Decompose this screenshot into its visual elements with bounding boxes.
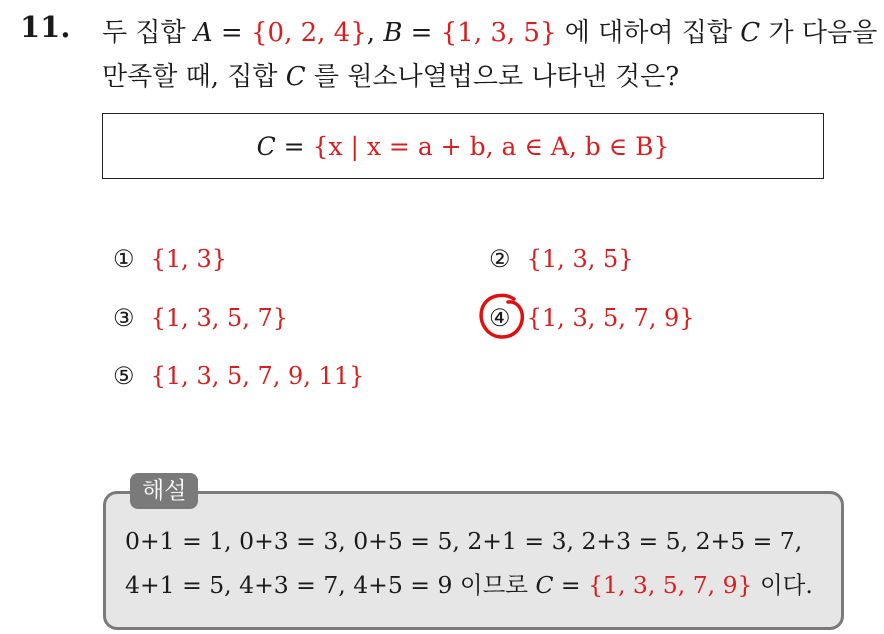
question-number: 11. [20,10,71,44]
solution-c-name: C [535,571,554,599]
choice-5-number: ⑤ [113,362,135,390]
set-a-elements: {0, 2, 4} [251,18,367,48]
choice-4-set: {1, 3, 5, 7, 9} [526,304,695,332]
answer-circle-mark [474,289,530,345]
choice-1[interactable] [113,245,227,273]
choice-3-number: ③ [113,304,135,332]
solution-answer-set: {1, 3, 5, 7, 9} [588,571,753,599]
choice-5-set: {1, 3, 5, 7, 9, 11} [150,362,365,390]
q1-mid: 에 대하여 집합 [556,18,741,48]
choice-2[interactable] [489,245,634,273]
definition-lhs: C [256,131,276,161]
set-c-name: C [740,18,761,48]
solution-line-2: 4+1 = 5, 4+3 = 7, 4+5 = 9 이므로 C = {1, 3, 5, 7, 9} 이다. [125,571,813,599]
question-line-1: 두 집합 A = {0, 2, 4}, B = {1, 3, 5} 에 대하여 집합 C 가 다음을 [102,18,878,48]
definition-box: C = {x | x = a + b, a ∈ A, b ∈ B} [102,113,824,179]
choice-2-number: ② [489,245,511,273]
solution-line-2-suffix: 이다. [752,571,813,599]
definition-set-builder: {x | x = a + b, a ∈ A, b ∈ B} [312,131,670,161]
choice-3[interactable] [113,304,288,332]
choice-1-set: {1, 3} [150,245,227,273]
question-line-2 [102,56,679,93]
q1-prefix: 두 집합 [102,18,194,48]
solution-label: 해설 [130,473,198,509]
set-b-elements: {1, 3, 5} [440,18,557,48]
choice-1-number: ① [113,245,135,273]
set-a-name: A [193,18,213,48]
q2-suffix: 를 원소나열법으로 나타낸 것은? [305,62,680,92]
solution-line-1: 0+1 = 1, 0+3 = 3, 0+5 = 5, 2+1 = 3, 2+3 = 5, 2+5 = 7, [125,527,803,555]
solution-box [103,491,844,630]
set-b-name: B [383,18,403,48]
solution-line-2-prefix: 4+1 = 5, 4+3 = 7, 4+5 = 9 이므로 [125,571,536,599]
choice-5[interactable] [113,362,364,390]
q1-suffix: 가 다음을 [760,18,878,48]
q2-prefix: 만족할 때, 집합 [102,62,286,92]
choice-2-set: {1, 3, 5} [526,245,634,273]
set-c-name-2: C [285,62,306,92]
choice-4-number: ④ [489,304,511,332]
choice-3-set: {1, 3, 5, 7} [150,304,289,332]
